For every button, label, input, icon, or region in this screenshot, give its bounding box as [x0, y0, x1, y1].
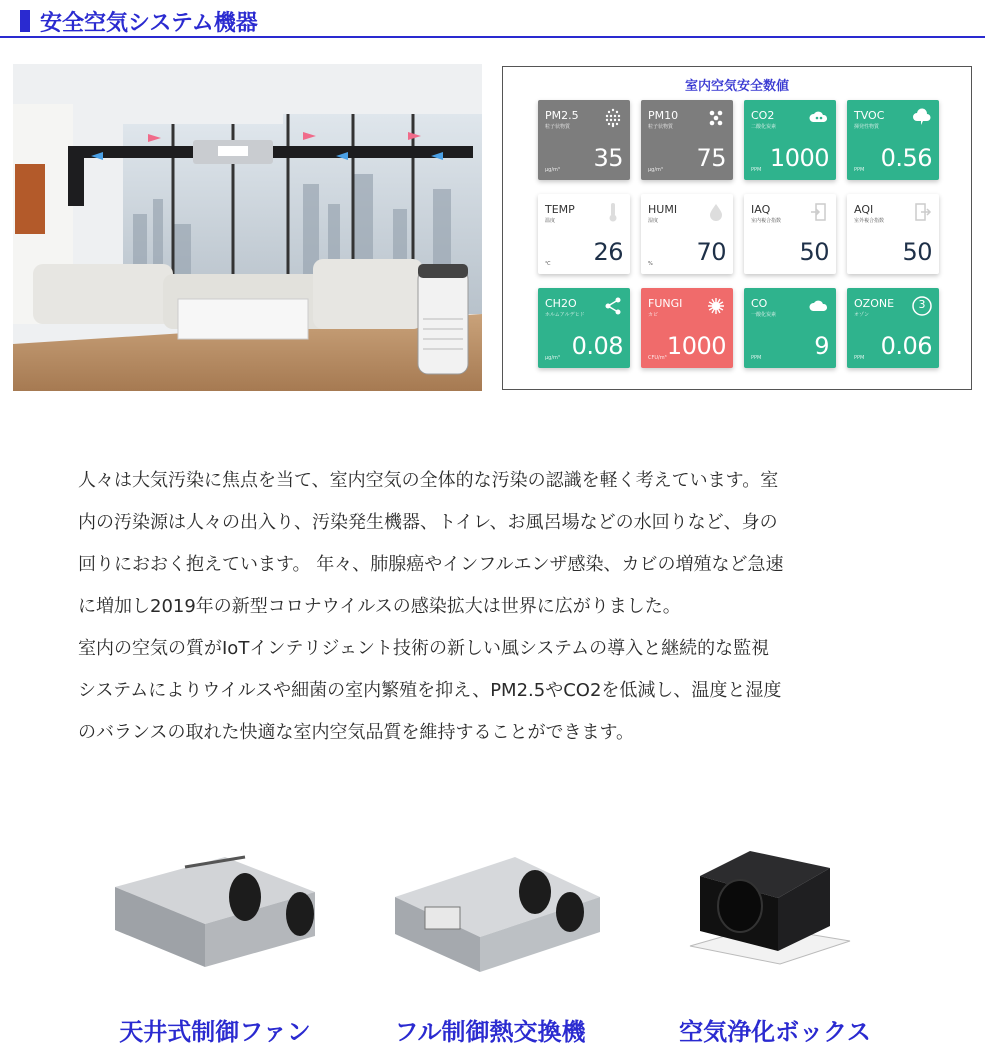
door-out-icon: [911, 201, 933, 223]
metric-subtitle: 湿度: [648, 218, 659, 224]
metric-unit: ℃: [545, 261, 551, 267]
brain-icon: [911, 107, 933, 129]
description-text: [78, 460, 918, 754]
metric-subtitle: カビ: [648, 312, 659, 318]
metric-name: HUMI: [648, 203, 678, 216]
air-quality-dashboard: [502, 66, 972, 390]
metric-value: 50: [799, 238, 829, 266]
metric-subtitle: オゾン: [854, 312, 870, 318]
metric-name: AQI: [854, 203, 874, 216]
metric-name: PM10: [648, 109, 679, 122]
ozone-3-icon: [911, 295, 933, 317]
header-bar-marker: [20, 10, 30, 32]
metric-tile-co2: [744, 100, 836, 180]
metric-subtitle: 一酸化炭素: [751, 312, 777, 318]
metric-subtitle: 温度: [545, 218, 556, 224]
metric-name: TEMP: [545, 203, 575, 216]
metric-tile-ozone: [847, 288, 939, 368]
metric-value: 1000: [769, 144, 829, 172]
metric-unit: PPM: [751, 355, 762, 361]
paragraph-2: 室内の空気の質がIoTインテリジェント技術の新しい風システムの導入と継続的な監視 システムによりウイルスや細菌の室内繁殖を抑え、PM2.5やCO2を低減し、温度と湿度 のバランスの取れた快適な室内空気品質を維持することができます。: [78, 638, 782, 743]
page-title: 安全空気システム機器: [40, 11, 258, 36]
metric-tile-fungi: [641, 288, 733, 368]
metric-tile-co: [744, 288, 836, 368]
metric-unit: PPM: [751, 167, 762, 173]
metric-name: FUNGI: [648, 297, 683, 310]
metric-tile-iaq: [744, 194, 836, 274]
door-in-icon: [808, 201, 830, 223]
metric-name: OZONE: [854, 297, 895, 310]
section-header: [0, 0, 985, 40]
metric-value: 50: [902, 238, 932, 266]
dots-circle-icon: [602, 107, 624, 129]
product-label-ceiling-fan: 天井式制御ファン: [119, 1018, 311, 1046]
metric-value: 26: [593, 238, 623, 266]
water-drop-icon: [705, 201, 727, 223]
metric-name: CH2O: [545, 297, 577, 310]
metric-tile-pm25: [538, 100, 630, 180]
metric-subtitle: 室内複合指数: [751, 218, 782, 224]
metric-subtitle: 二酸化炭素: [751, 124, 777, 130]
thermometer-icon: [602, 201, 624, 223]
fungus-icon: [705, 295, 727, 317]
metric-value: 0.06: [880, 332, 932, 360]
paragraph-1: 人々は大気汚染に焦点を当て、室内空気の全体的な汚染の認識を軽く考えています。室 内の汚染源は人々の出入り、汚染発生機器、トイレ、お風呂場などの水回りなど、身の 回りにおおく抱えています。 年々、肺腺癌やインフルエンザ感染、カビの増殖など急速 に増加し2019年の新型コロナウイルスの感染拡大は世界に広がりました。: [78, 470, 784, 617]
metric-value: 70: [696, 238, 726, 266]
metric-value: 75: [696, 144, 726, 172]
metric-tile-aqi: [847, 194, 939, 274]
metric-tile-temp: [538, 194, 630, 274]
metric-unit: μg/m³: [545, 167, 560, 173]
header-underline: [0, 36, 985, 38]
product-label-purification-box: 空気浄化ボックス: [679, 1018, 871, 1046]
metric-value: 35: [593, 144, 623, 172]
metric-name: TVOC: [854, 109, 885, 122]
metric-tile-pm10: [641, 100, 733, 180]
purification-box-image: [670, 846, 930, 976]
metric-name: CO: [751, 297, 768, 310]
metric-tile-tvoc: [847, 100, 939, 180]
metric-value: 0.56: [880, 144, 932, 172]
metric-subtitle: 粒子状物質: [648, 124, 674, 130]
room-ventilation-image: [13, 64, 482, 391]
metric-name: IAQ: [751, 203, 771, 216]
metric-unit: %: [648, 261, 653, 267]
metric-unit: CFU/m³: [648, 355, 667, 361]
cloud-molecule-icon: [808, 107, 830, 129]
room-illustration: [13, 64, 482, 391]
metric-subtitle: 室外複合指数: [854, 218, 885, 224]
metric-subtitle: ホルムアルデヒド: [545, 312, 585, 318]
metric-unit: PPM: [854, 167, 865, 173]
metric-name: PM2.5: [545, 109, 579, 122]
metric-unit: μg/m³: [545, 355, 560, 361]
ceiling-fan-image: [95, 852, 355, 982]
share-molecule-icon: [602, 295, 624, 317]
product-label-heat-exchanger: フル制御熱交換機: [394, 1018, 586, 1046]
metric-subtitle: 粒子状物質: [545, 124, 571, 130]
cloud-icon: [808, 295, 830, 317]
ozone-icon-digit: 3: [918, 298, 926, 311]
metric-subtitle: 揮発性物質: [854, 124, 880, 130]
metric-value: 9: [814, 332, 829, 360]
dashboard-title: 室内空気安全数値: [684, 79, 789, 94]
metric-unit: PPM: [854, 355, 865, 361]
metric-name: CO2: [751, 109, 775, 122]
heat-exchanger-image: [375, 852, 635, 982]
metric-tile-ch2o: [538, 288, 630, 368]
metric-tile-humi: [641, 194, 733, 274]
metric-value: 0.08: [571, 332, 623, 360]
metric-value: 1000: [666, 332, 726, 360]
metric-unit: μg/m³: [648, 167, 663, 173]
dots-icon: [705, 107, 727, 129]
